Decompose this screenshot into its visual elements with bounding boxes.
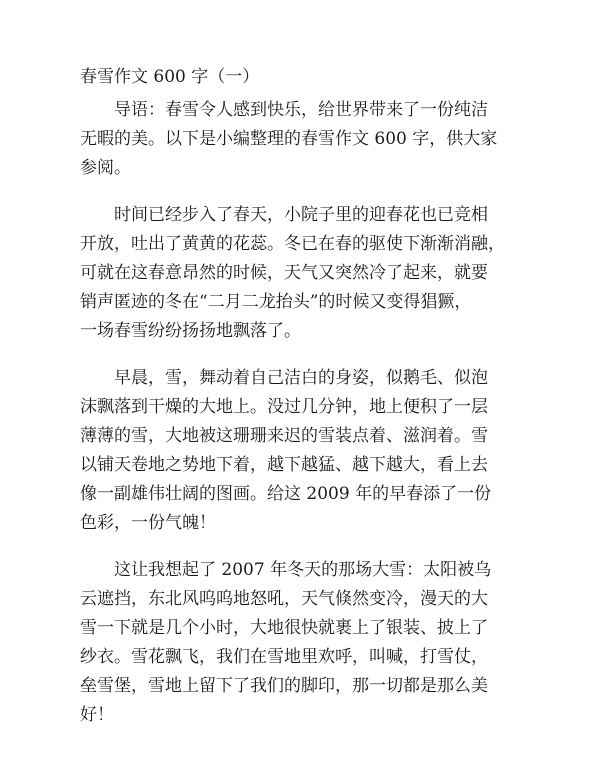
paragraph-intro	[80, 96, 520, 183]
paragraph-memory	[80, 556, 520, 730]
text-line: 雪一下就是几个小时，大地很快就裹上了银装、披上了	[80, 618, 488, 638]
text-line: 早晨，雪，舞动着自己洁白的身姿，似鹅毛、似泡	[114, 368, 488, 388]
text-line: 无暇的美。以下是小编整理的春雪作文 600 字，供大家	[80, 129, 498, 149]
text-line: 像一副雄伟壮阔的图画。给这 2009 年的早春添了一份	[80, 484, 492, 504]
document-title: 春雪作文 600 字（一）	[80, 67, 260, 87]
text-line: 薄薄的雪，大地被这珊珊来迟的雪装点着、滋润着。雪	[80, 426, 488, 446]
text-line: 纱衣。雪花飘飞，我们在雪地里欢呼，叫喊，打雪仗，	[80, 647, 488, 667]
text-line: 色彩，一份气魄！	[80, 513, 216, 533]
text-line: 开放，吐出了黄黄的花蕊。冬已在春的驱使下渐渐消融，	[80, 234, 505, 254]
text-line: 垒雪堡，雪地上留下了我们的脚印，那一切都是那么美	[80, 676, 488, 696]
text-line: 导语：春雪令人感到快乐，给世界带来了一份纯洁	[114, 100, 488, 120]
text-line: 参阅。	[80, 158, 131, 178]
text-line: 这让我想起了 2007 年冬天的那场大雪：太阳被乌	[114, 560, 492, 580]
text-line: 好！	[80, 705, 114, 725]
text-line: 沫飘落到干燥的大地上。没过几分钟，地上便积了一层	[80, 397, 488, 417]
text-line: 一场春雪纷纷扬扬地飘落了。	[80, 321, 301, 341]
document-page	[80, 64, 520, 748]
text-line: 销声匿迹的冬在“二月二龙抬头”的时候又变得猖獗，	[80, 292, 472, 312]
paragraph-spring	[80, 201, 520, 346]
text-line: 以铺天卷地之势地下着，越下越猛、越下越大，看上去	[80, 455, 488, 475]
text-line: 云遮挡，东北风呜呜地怒吼，天气倏然变冷，漫天的大	[80, 589, 488, 609]
text-line: 可就在这春意昂然的时候，天气又突然冷了起来，就要	[80, 263, 488, 283]
text-line: 时间已经步入了春天，小院子里的迎春花也已竞相	[114, 205, 488, 225]
paragraph-morning-snow	[80, 364, 520, 538]
